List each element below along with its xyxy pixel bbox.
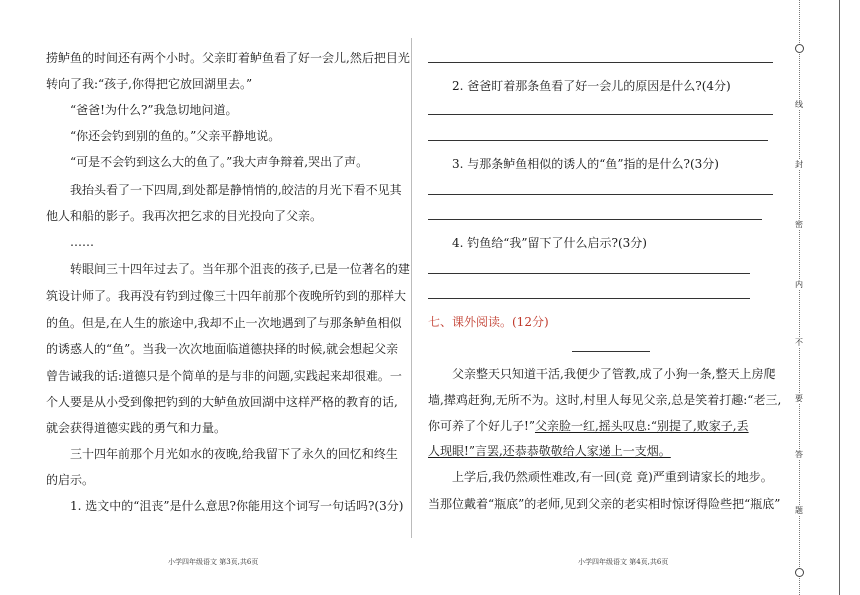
underlined-text: 人现眼!”言罢,还恭恭敬敬给人家递上一支烟。 <box>428 444 671 458</box>
passage-line: “可是不会钓到这么大的鱼了。”我大声争辩着,哭出了声。 <box>70 155 369 169</box>
passage-line: 三十四年前那个月光如水的夜晚,给我留下了永久的回忆和终生 <box>70 447 398 461</box>
question-2: 2. 爸爸盯着那条鱼看了好一会儿的原因是什么?(4分) <box>452 79 731 93</box>
margin-char: 密 <box>795 220 803 229</box>
question-1: 1. 选文中的“沮丧”是什么意思?你能用这个词写一句话吗?(3分) <box>70 499 404 513</box>
margin-char: 题 <box>795 506 803 515</box>
underlined-text: 父亲脸一红,摇头叹息:“别提了,败家子,丢 <box>534 419 749 433</box>
passage-line: 上学后,我仍然顽性难改,有一回(竞 竟)严重到请家长的地步。 <box>452 470 773 484</box>
passage-line: 的诱惑人的“鱼”。当我一次次地面临道德抉择的时候,就会想起父亲 <box>46 342 399 356</box>
binding-hole-icon <box>795 44 804 53</box>
margin-char: 答 <box>795 450 803 459</box>
passage-line: “你还会钓到别的鱼的。”父亲平静地说。 <box>70 129 281 143</box>
answer-line <box>428 194 773 195</box>
column-divider <box>411 38 412 538</box>
passage-line: 个人要是从小受到像把钓到的大鲈鱼放回湖中这样严格的教育的话, <box>46 395 398 409</box>
passage-line: 转向了我:“孩子,你得把它放回湖里去。” <box>46 77 253 91</box>
answer-line <box>428 219 762 220</box>
binding-hole-icon <box>795 568 804 577</box>
answer-line <box>428 140 768 141</box>
passage-line: 转眼间三十四年过去了。当年那个沮丧的孩子,已是一位著名的建 <box>70 262 410 276</box>
passage-line: 他人和船的影子。我再次把乞求的目光投向了父亲。 <box>46 209 323 223</box>
ellipsis: …… <box>70 235 94 249</box>
section-title: 七、课外阅读。(12分) <box>428 315 549 329</box>
passage-line: 捞鲈鱼的时间还有两个小时。父亲盯着鲈鱼看了好一会儿,然后把目光 <box>46 51 410 65</box>
passage-line <box>428 418 749 434</box>
passage-line: 我抬头看了一下四周,到处都是静悄悄的,皎洁的月光下看不见其 <box>70 183 402 197</box>
answer-line <box>428 62 773 63</box>
passage-line: 筑设计师了。我再没有钓到过像三十四年前那个夜晚所钓到的那样大 <box>46 289 407 303</box>
passage-line: 父亲整天只知道干活,我便少了管教,成了小狗一条,整天上房爬 <box>452 367 776 381</box>
passage-line: 的启示。 <box>46 473 95 487</box>
margin-char: 线 <box>795 100 803 109</box>
page-footer-right: 小学四年级语文 第4页,共6页 <box>578 558 669 566</box>
passage-text: 你可养了个好儿子!” <box>428 419 535 433</box>
margin-char: 要 <box>795 394 803 403</box>
passage-line: 曾告诫我的话:道德只是个简单的是与非的问题,实践起来却很难。一 <box>46 369 402 383</box>
page-footer-left: 小学四年级语文 第3页,共6页 <box>168 558 259 566</box>
title-blank-line <box>572 351 650 352</box>
answer-line <box>428 114 773 115</box>
passage-line: 就会获得道德实践的勇气和力量。 <box>46 421 227 435</box>
page-edge-line <box>839 0 840 595</box>
answer-line <box>428 298 750 299</box>
passage-line: 墙,撵鸡赶狗,无所不为。这时,村里人每见父亲,总是笑着打趣:“老三, <box>428 393 782 407</box>
margin-char: 不 <box>795 338 803 347</box>
passage-line: 当那位戴着“瓶底”的老师,见到父亲的老实相时惊讶得险些把“瓶底” <box>428 497 781 511</box>
margin-char: 封 <box>795 160 803 169</box>
passage-line: “爸爸!为什么?”我急切地问道。 <box>70 103 238 117</box>
margin-char: 内 <box>795 280 803 289</box>
binding-margin <box>789 0 811 595</box>
answer-line <box>428 273 750 274</box>
question-3: 3. 与那条鲈鱼相似的诱人的“鱼”指的是什么?(3分) <box>452 157 719 171</box>
passage-line: 的鱼。但是,在人生的旅途中,我却不止一次地遇到了与那条鲈鱼相似 <box>46 316 402 330</box>
question-4: 4. 钓鱼给“我”留下了什么启示?(3分) <box>452 236 647 250</box>
